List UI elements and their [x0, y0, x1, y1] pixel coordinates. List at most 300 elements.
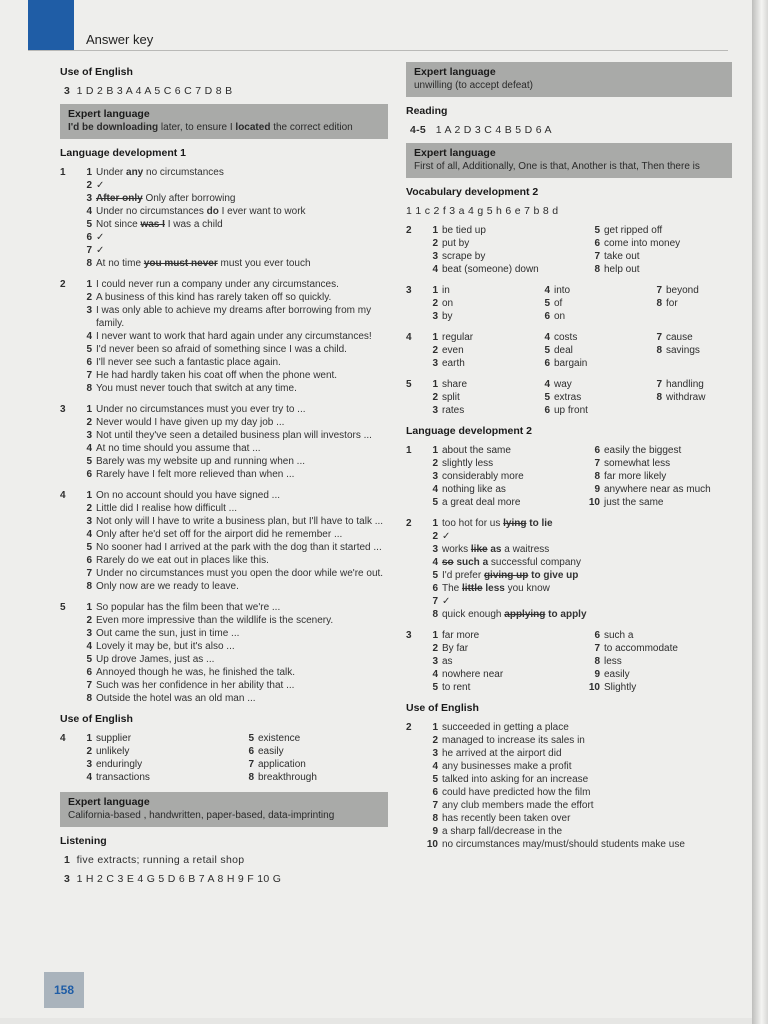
- expert-language-box: [60, 104, 388, 139]
- answer-text: about the same: [442, 445, 511, 456]
- item-number: 7: [656, 379, 662, 390]
- group-number: [406, 655, 420, 668]
- answer-part: too hot for us: [442, 518, 504, 529]
- group-number: [406, 773, 420, 786]
- group-number: 3: [406, 630, 412, 641]
- item-number: 8: [86, 581, 92, 592]
- correction: any: [126, 167, 144, 178]
- group-number: [406, 799, 420, 812]
- answer-text: he arrived at the airport did: [442, 748, 562, 759]
- item-number: 2: [86, 615, 92, 626]
- answer-text: I'd never been so afraid of something since I was a child.: [96, 344, 347, 355]
- answer-text: unlikely: [96, 746, 130, 757]
- page-title: Answer key: [86, 32, 154, 47]
- answer-line: 3 1 H 2 C 3 E 4 G 5 D 6 B 7 A 8 H 9 F 10 G: [64, 873, 282, 885]
- group-number: [406, 404, 420, 417]
- item-number: 2: [86, 746, 92, 757]
- group-number: [60, 218, 74, 231]
- answer-line: [60, 85, 388, 98]
- item-number: 6: [544, 405, 550, 416]
- answer-text: [666, 357, 732, 370]
- group-number: [60, 614, 74, 627]
- answer-text: extras: [554, 392, 582, 403]
- item-number: 4: [432, 484, 438, 495]
- item-number: 8: [656, 345, 662, 356]
- item-number: 1: [86, 602, 92, 613]
- group-number: 2: [406, 722, 412, 733]
- section-heading: Listening: [60, 835, 107, 847]
- group-number: [406, 582, 420, 595]
- group-number: [60, 502, 74, 515]
- item-number: 8: [594, 471, 600, 482]
- group-number: 1: [406, 445, 412, 456]
- group-number: [406, 344, 420, 357]
- item-number: 4: [86, 772, 92, 783]
- answer-text: Not only will I have to write a business plan, but I'll have to talk ...: [96, 516, 384, 527]
- answer-text: to rent: [442, 682, 471, 693]
- item-number: 8: [594, 656, 600, 667]
- group-number: [406, 734, 420, 747]
- answer-part: At no time: [96, 258, 144, 269]
- item-number: 3: [432, 748, 438, 759]
- item-number: 4: [432, 557, 438, 568]
- answer-text: easily: [604, 669, 630, 680]
- answer-text: on: [554, 311, 566, 322]
- answer-text: regular: [442, 332, 474, 343]
- section-heading: Use of English: [60, 66, 133, 78]
- group-number: [60, 554, 74, 567]
- answer-text: into: [554, 285, 571, 296]
- item-number: 5: [86, 344, 92, 355]
- group-number: [60, 369, 74, 382]
- item-number: 7: [594, 458, 600, 469]
- item-number: 4: [544, 332, 550, 343]
- answer-text: [442, 530, 732, 543]
- answer-group: [60, 403, 388, 481]
- answer-group: [406, 224, 732, 276]
- item-number: 6: [544, 358, 550, 369]
- item-number: 2: [432, 392, 438, 403]
- item-number: 1: [432, 445, 438, 456]
- answer-text: slightly less: [442, 458, 494, 469]
- item-number: 4: [544, 285, 550, 296]
- header-divider: [28, 50, 728, 51]
- answer-text: [96, 257, 388, 270]
- item-number: 6: [594, 238, 600, 249]
- answer-text: At no time should you assume that ...: [96, 443, 261, 454]
- group-number: 5: [406, 379, 412, 390]
- answer-text: Only after he'd set off for the airport did he remember ...: [96, 529, 343, 540]
- answer-text: Lovely it may be, but it's also ...: [96, 641, 235, 652]
- item-number: 5: [544, 345, 550, 356]
- item-number: 5: [86, 456, 92, 467]
- group-number: [60, 304, 74, 330]
- answer-group: [406, 331, 732, 370]
- section-heading: Vocabulary development 2: [406, 186, 539, 198]
- answer-text: Outside the hotel was an old man ...: [96, 693, 256, 704]
- group-number: 4: [60, 733, 66, 744]
- answer-group: [406, 721, 732, 851]
- answer-text: easily: [258, 746, 284, 757]
- item-number: 2: [86, 503, 92, 514]
- box-body: I'd be downloading later, to ensure I located the correct edition: [68, 122, 353, 133]
- group-number: [60, 541, 74, 554]
- item-number: 8: [432, 813, 438, 824]
- answer-text: less: [604, 656, 622, 667]
- item-number: 3: [86, 759, 92, 770]
- answer-text: earth: [442, 358, 465, 369]
- answer-part: a waitress: [501, 544, 550, 555]
- answer-text: costs: [554, 332, 578, 343]
- item-number: 3: [432, 544, 438, 555]
- section-heading: Language development 1: [60, 147, 187, 159]
- box-body: First of all, Additionally, One is that, Another is that, Then there is: [414, 161, 700, 172]
- answer-text: [96, 218, 388, 231]
- item-number: 2: [432, 345, 438, 356]
- answer-text: Barely was my website up and running when ...: [96, 456, 305, 467]
- group-number: [60, 330, 74, 343]
- answer-line: 1 five extracts; running a retail shop: [64, 854, 245, 866]
- group-number: 3: [60, 404, 66, 415]
- answer-text: any businesses make a profit: [442, 761, 572, 772]
- group-number: [406, 457, 420, 470]
- item-number: 3: [86, 193, 92, 204]
- group-number: [406, 237, 420, 250]
- answer-part: Only after borrowing: [142, 193, 236, 204]
- group-number: [60, 567, 74, 580]
- group-number: [60, 205, 74, 218]
- group-number: [406, 825, 420, 838]
- item-number: 1: [432, 722, 438, 733]
- group-number: [60, 515, 74, 528]
- group-number: [406, 642, 420, 655]
- group-number: [406, 297, 420, 310]
- answer-text: nowhere near: [442, 669, 504, 680]
- item-number: 8: [656, 298, 662, 309]
- answer-text: Rarely have I felt more relieved than when ...: [96, 469, 295, 480]
- item-number: 3: [86, 430, 92, 441]
- group-number: [60, 758, 74, 771]
- answer-group: [406, 444, 732, 509]
- answer-text: share: [442, 379, 468, 390]
- item-number: 2: [432, 238, 438, 249]
- answer-part: works: [442, 544, 471, 555]
- answer-text: He had hardly taken his coat off when the phone went.: [96, 370, 338, 381]
- item-number: 3: [432, 656, 438, 667]
- struck-word: lying: [503, 518, 527, 529]
- item-number: 7: [86, 568, 92, 579]
- section-heading: Reading: [406, 105, 448, 117]
- item-number: 3: [432, 311, 438, 322]
- answer-text: I was only able to achieve my dreams after borrowing from my family.: [96, 305, 372, 329]
- answer-text: enduringly: [96, 759, 143, 770]
- answer-part: must you ever touch: [217, 258, 311, 269]
- answer-text: anywhere near as much: [604, 484, 711, 495]
- group-number: [60, 666, 74, 679]
- question-number: 3: [64, 85, 71, 97]
- box-title: Expert language: [414, 147, 496, 159]
- item-number: 4: [86, 206, 92, 217]
- box-body: California-based , handwritten, paper-based, data-imprinting: [68, 810, 335, 821]
- answer-part: no circumstances: [143, 167, 224, 178]
- answer-group: [406, 284, 732, 323]
- struck-word: applying: [504, 609, 546, 620]
- answer-text: [442, 569, 732, 582]
- answer-text: [442, 543, 732, 556]
- group-number: [60, 291, 74, 304]
- answer-text: even: [442, 345, 464, 356]
- group-number: [60, 679, 74, 692]
- answer-text: bargain: [554, 358, 588, 369]
- item-number: 5: [432, 570, 438, 581]
- answer-text: Under no circumstances must you ever try to ...: [96, 404, 306, 415]
- answer-text: no circumstances may/must/should students make use: [442, 839, 685, 850]
- item-number: 3: [86, 305, 92, 316]
- struck-word: giving up: [483, 570, 529, 581]
- item-number: 2: [86, 292, 92, 303]
- answer-group: [406, 378, 732, 417]
- answer-text: [442, 582, 732, 595]
- struck-word: After only: [96, 193, 143, 204]
- group-number: [60, 231, 74, 244]
- group-number: [406, 483, 420, 496]
- group-number: [406, 786, 420, 799]
- answer-group: [406, 517, 732, 621]
- item-number: 7: [432, 596, 438, 607]
- group-number: 2: [406, 518, 412, 529]
- box-body: unwilling (to accept defeat): [414, 80, 533, 91]
- answer-text: Rarely do we eat out in places like this.: [96, 555, 269, 566]
- item-number: [648, 404, 662, 417]
- item-number: 1: [432, 225, 438, 236]
- item-number: 5: [432, 682, 438, 693]
- item-number: 7: [656, 332, 662, 343]
- answer-text: a sharp fall/decrease in the: [442, 826, 563, 837]
- answer-text: a great deal more: [442, 497, 521, 508]
- group-number: [60, 343, 74, 356]
- group-number: [406, 250, 420, 263]
- group-number: [60, 192, 74, 205]
- answer-text: put by: [442, 238, 470, 249]
- group-number: 4: [406, 332, 412, 343]
- item-number: 5: [86, 654, 92, 665]
- answer-text: On no account should you have signed ...: [96, 490, 281, 501]
- group-number: [406, 668, 420, 681]
- answer-text: [96, 244, 388, 257]
- answer-text: come into money: [604, 238, 681, 249]
- item-number: 5: [86, 542, 92, 553]
- item-number: 3: [432, 471, 438, 482]
- answer-text: beat (someone) down: [442, 264, 539, 275]
- answer-text: by: [442, 311, 453, 322]
- answer-text: managed to increase its sales in: [442, 735, 585, 746]
- item-number: 8: [86, 258, 92, 269]
- item-number: 8: [86, 693, 92, 704]
- item-number: 5: [594, 225, 600, 236]
- item-number: 7: [594, 251, 600, 262]
- answer-text: Up drove James, just as ...: [96, 654, 215, 665]
- answer-text: transactions: [96, 772, 150, 783]
- group-number: [406, 681, 420, 694]
- struck-word: was I: [140, 219, 165, 230]
- group-number: [406, 310, 420, 323]
- item-number: 10: [588, 497, 600, 508]
- item-number: 5: [432, 497, 438, 508]
- item-number: 6: [544, 311, 550, 322]
- group-number: [406, 357, 420, 370]
- answer-text: Annoyed though he was, he finished the talk.: [96, 667, 296, 678]
- item-number: 3: [432, 405, 438, 416]
- item-number: 6: [86, 357, 92, 368]
- answers: 1 D 2 B 3 A 4 A 5 C 6 C 7 D 8 B: [76, 85, 233, 97]
- expert-language-box: [406, 143, 732, 178]
- answer-part: ✓: [96, 180, 105, 191]
- item-number: 5: [544, 298, 550, 309]
- item-number: 2: [86, 180, 92, 191]
- item-number: 7: [86, 680, 92, 691]
- left-column: [60, 58, 388, 892]
- answer-text: considerably more: [442, 471, 524, 482]
- box-title: Expert language: [68, 796, 150, 808]
- correction: do: [206, 206, 219, 217]
- item-number: 5: [432, 774, 438, 785]
- answer-text: for: [666, 298, 678, 309]
- answer-text: [442, 595, 732, 608]
- answer-text: beyond: [666, 285, 699, 296]
- answer-part: quick enough: [442, 609, 505, 620]
- item-number: 7: [656, 285, 662, 296]
- item-number: 7: [594, 643, 600, 654]
- item-number: 3: [86, 516, 92, 527]
- answer-part: I ever want to work: [218, 206, 306, 217]
- answer-text: easily the biggest: [604, 445, 682, 456]
- group-number: [60, 429, 74, 442]
- group-number: [60, 653, 74, 666]
- answer-part: ✓: [96, 245, 105, 256]
- item-number: 6: [594, 630, 600, 641]
- box-title: Expert language: [68, 108, 150, 120]
- item-number: 4: [432, 264, 438, 275]
- answer-group: [60, 601, 388, 705]
- group-number: [60, 356, 74, 369]
- section-heading: Use of English: [406, 702, 479, 714]
- correction: as: [487, 544, 502, 555]
- answer-text: No sooner had I arrived at the park with the dog than it started ...: [96, 542, 382, 553]
- answer-text: [442, 608, 732, 621]
- item-number: 6: [86, 667, 92, 678]
- answer-text: get ripped off: [604, 225, 663, 236]
- answer-part: successful company: [488, 557, 581, 568]
- answer-text: far more likely: [604, 471, 667, 482]
- item-number: 1: [432, 332, 438, 343]
- item-number: 4: [544, 379, 550, 390]
- expert-language-box: [60, 792, 388, 827]
- answer-text: breakthrough: [258, 772, 317, 783]
- group-number: 5: [60, 602, 66, 613]
- answer-line: 4-5 1 A 2 D 3 C 4 B 5 D 6 A: [410, 124, 552, 136]
- group-number: 4: [60, 490, 66, 501]
- answer-text: to accommodate: [604, 643, 678, 654]
- item-number: 8: [656, 392, 662, 403]
- group-number: [406, 595, 420, 608]
- answer-text: such a: [604, 630, 634, 641]
- item-number: 5: [248, 733, 254, 744]
- answer-text: as: [442, 656, 453, 667]
- answer-part: I was a child: [164, 219, 223, 230]
- group-number: [60, 416, 74, 429]
- section-tab: [28, 0, 74, 50]
- right-column: [406, 58, 732, 859]
- answer-part: ✓: [442, 531, 451, 542]
- answer-text: existence: [258, 733, 301, 744]
- item-number: 2: [432, 735, 438, 746]
- answer-text: cause: [666, 332, 693, 343]
- item-number: 4: [86, 529, 92, 540]
- item-number: 1: [86, 279, 92, 290]
- group-number: [60, 442, 74, 455]
- group-number: [406, 496, 420, 509]
- item-number: 1: [86, 733, 92, 744]
- answer-text: By far: [442, 643, 469, 654]
- answer-text: help out: [604, 264, 640, 275]
- answer-text: [666, 310, 732, 323]
- answer-text: I never want to work that hard again under any circumstances!: [96, 331, 372, 342]
- item-number: 6: [432, 787, 438, 798]
- answer-text: has recently been taken over: [442, 813, 571, 824]
- answer-group: [406, 629, 732, 694]
- correction: to lie: [526, 518, 553, 529]
- group-number: [406, 470, 420, 483]
- answer-text: Never would I have given up my day job ...: [96, 417, 285, 428]
- group-number: [406, 838, 420, 851]
- correction: such a: [453, 557, 489, 568]
- group-number: 1: [60, 167, 66, 178]
- struck-word: so: [442, 557, 454, 568]
- answer-text: Out came the sun, just in time ...: [96, 628, 240, 639]
- answer-group: [60, 489, 388, 593]
- group-number: [60, 580, 74, 593]
- page-number: 158: [44, 972, 84, 1008]
- item-number: 2: [432, 643, 438, 654]
- answer-text: [96, 192, 388, 205]
- answer-text: could have predicted how the film: [442, 787, 591, 798]
- answer-text: Even more impressive than the wildlife is the scenery.: [96, 615, 334, 626]
- group-number: [406, 391, 420, 404]
- group-number: [60, 382, 74, 395]
- group-number: [60, 257, 74, 270]
- answer-text: withdraw: [666, 392, 706, 403]
- item-number: 6: [248, 746, 254, 757]
- struck-word: little: [462, 583, 483, 594]
- item-number: 1: [432, 630, 438, 641]
- answer-part: Under no circumstances: [96, 206, 207, 217]
- answer-text: savings: [666, 345, 700, 356]
- item-number: 3: [86, 628, 92, 639]
- item-number: 9: [432, 826, 438, 837]
- answer-part: I'd prefer: [442, 570, 484, 581]
- item-number: 8: [432, 609, 438, 620]
- group-number: [406, 569, 420, 582]
- section-heading: Language development 2: [406, 425, 533, 437]
- group-number: 2: [60, 279, 66, 290]
- item-number: 10: [588, 682, 600, 693]
- item-number: [648, 357, 662, 370]
- group-number: [60, 244, 74, 257]
- group-number: 2: [406, 225, 412, 236]
- item-number: 3: [432, 251, 438, 262]
- item-number: 3: [432, 358, 438, 369]
- item-number: 6: [86, 555, 92, 566]
